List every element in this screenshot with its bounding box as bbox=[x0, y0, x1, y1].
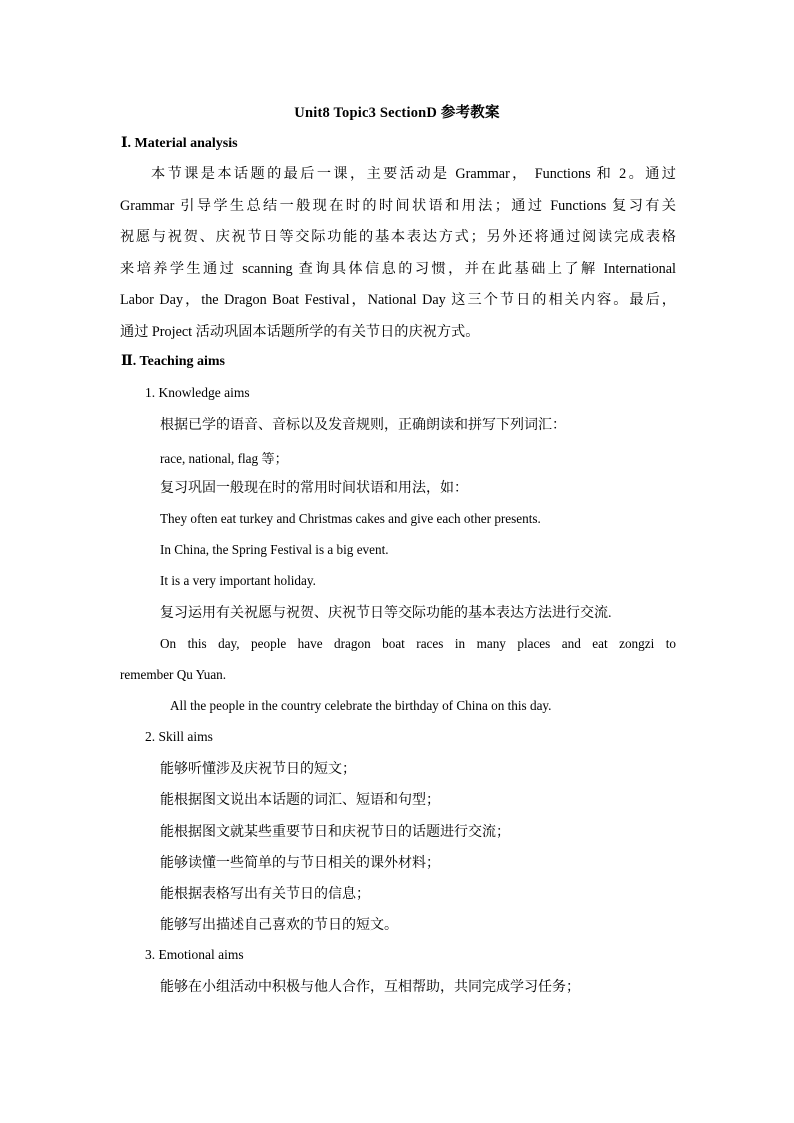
section-heading-material-analysis: Ⅰ. Material analysis bbox=[121, 136, 238, 151]
example-sentence-continued: remember Qu Yuan. bbox=[120, 667, 227, 682]
subheading-knowledge-aims: 1. Knowledge aims bbox=[145, 385, 250, 400]
subheading-emotional-aims: 3. Emotional aims bbox=[145, 947, 244, 962]
paragraph-line: 通过 Project 活动巩固本话题所学的有关节日的庆祝方式。 bbox=[120, 323, 480, 340]
example-sentence: On this day, people have dragon boat races in many places and eat zongzi to bbox=[160, 636, 676, 651]
knowledge-item: 复习巩固一般现在时的常用时间状语和用法，如： bbox=[160, 481, 468, 496]
paragraph-line: Grammar 引导学生总结一般现在时的时间状语和用法；通过 Functions 复习有关 bbox=[120, 197, 676, 214]
subheading-skill-aims: 2. Skill aims bbox=[145, 729, 213, 744]
example-sentence: All the people in the country celebrate the birthday of China on this day. bbox=[170, 698, 552, 713]
paragraph-line: 本节课是本话题的最后一课，主要活动是 Grammar， Functions 和 2。通过 bbox=[151, 166, 676, 182]
emotional-item: 能够在小组活动中积极与他人合作，互相帮助，共同完成学习任务； bbox=[160, 980, 580, 995]
knowledge-item: 复习运用有关祝愿与祝贺、庆祝节日等交际功能的基本表达方法进行交流. bbox=[160, 606, 612, 621]
paragraph-line: 祝愿与祝贺、庆祝节日等交际功能的基本表达方式；另外还将通过阅读完成表格 bbox=[120, 229, 676, 245]
material-analysis-paragraph bbox=[120, 159, 676, 348]
skill-item: 能够读懂一些简单的与节日相关的课外材料； bbox=[160, 856, 440, 871]
skill-item: 能根据表格写出有关节日的信息； bbox=[160, 887, 370, 902]
example-sentence: It is a very important holiday. bbox=[160, 573, 316, 588]
knowledge-item: 根据已学的语音、音标以及发音规则，正确朗读和拼写下列词汇： bbox=[160, 418, 566, 433]
skill-item: 能够听懂涉及庆祝节日的短文； bbox=[160, 762, 356, 777]
section-heading-teaching-aims: Ⅱ. Teaching aims bbox=[121, 354, 225, 369]
example-sentence: In China, the Spring Festival is a big event. bbox=[160, 542, 389, 557]
page-title: Unit8 Topic3 SectionD 参考教案 bbox=[294, 105, 500, 121]
knowledge-item: race, national, flag 等； bbox=[160, 451, 288, 466]
skill-item: 能根据图文就某些重要节日和庆祝节日的话题进行交流； bbox=[160, 825, 510, 840]
example-sentence: They often eat turkey and Christmas cakes and give each other presents. bbox=[160, 511, 541, 526]
paragraph-line: Labor Day，the Dragon Boat Festival，National Day 这三个节日的相关内容。最后， bbox=[120, 292, 676, 308]
skill-item: 能够写出描述自己喜欢的节日的短文。 bbox=[160, 918, 398, 933]
paragraph-line: 来培养学生通过 scanning 查询具体信息的习惯，并在此基础上了解 International bbox=[120, 260, 676, 277]
skill-item: 能根据图文说出本话题的词汇、短语和句型； bbox=[160, 793, 440, 808]
